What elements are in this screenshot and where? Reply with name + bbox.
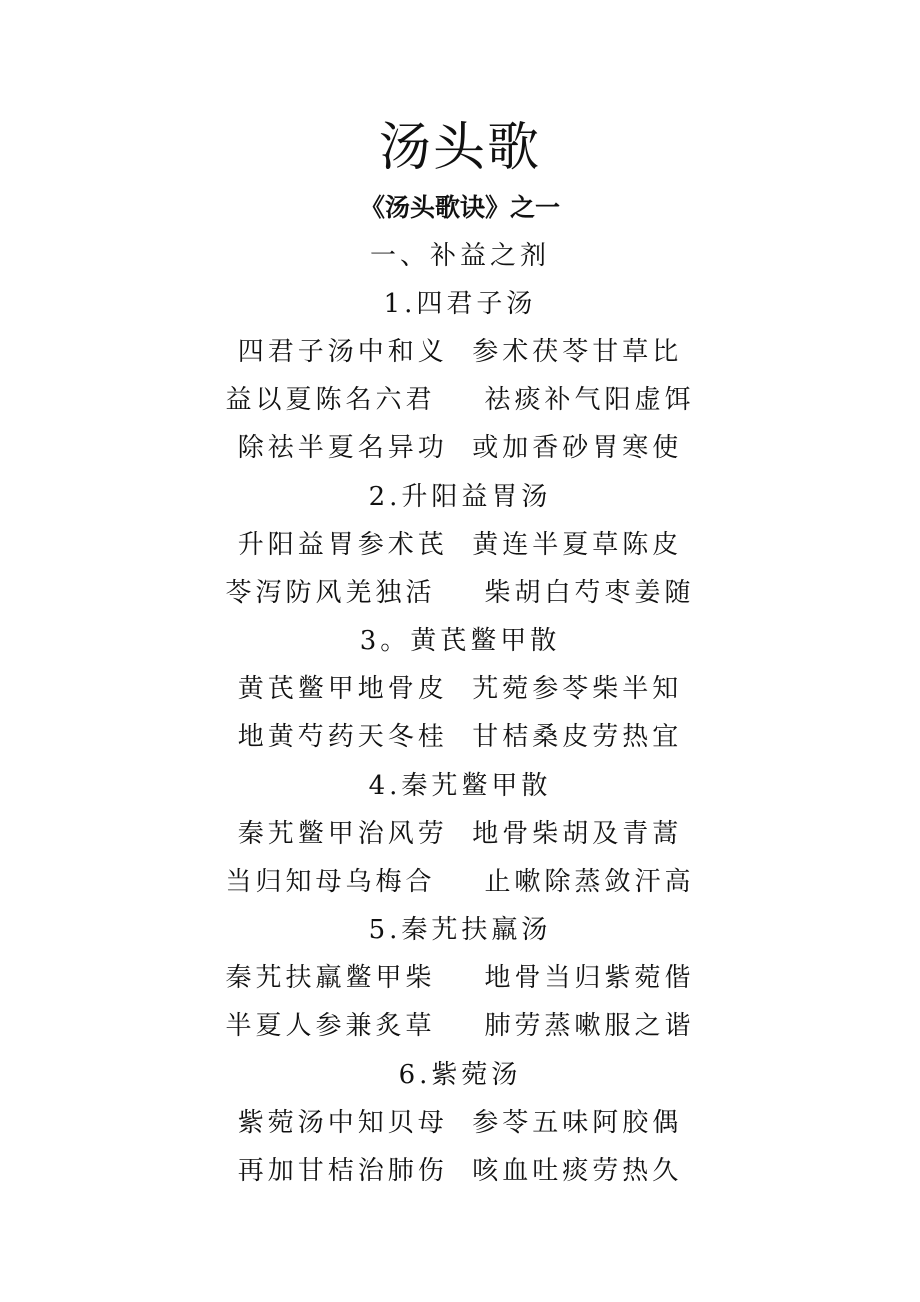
verse-line: 再加甘桔治肺伤 咳血吐痰劳热久 [237, 1156, 683, 1186]
verse-line: 苓泻防风羌独活 柴胡白芍枣姜随 [225, 578, 695, 608]
verse-line: 当归知母乌梅合 止嗽除蒸敛汗高 [225, 867, 695, 897]
formula-heading: 4.秦艽鳖甲散 [368, 771, 552, 801]
document-subtitle: 《汤头歌诀》之一 [359, 193, 560, 222]
formula-heading: 1.四君子汤 [383, 289, 537, 319]
section-heading: 一、补益之剂 [369, 241, 550, 271]
formula-heading: 2.升阳益胃汤 [368, 482, 552, 512]
verse-line: 半夏人参兼炙草 肺劳蒸嗽服之谐 [225, 1011, 695, 1041]
formula-heading: 5.秦艽扶羸汤 [368, 915, 552, 945]
verse-line: 紫菀汤中知贝母 参苓五味阿胶偶 [237, 1108, 683, 1138]
verse-line: 黄芪鳖甲地骨皮 艽菀参苓柴半知 [237, 674, 683, 704]
verse-line: 升阳益胃参术芪 黄连半夏草陈皮 [237, 530, 683, 560]
verse-line: 秦艽扶羸鳖甲柴 地骨当归紫菀偕 [225, 963, 695, 993]
verse-line: 地黄芍药天冬桂 甘桔桑皮劳热宜 [237, 722, 683, 752]
verse-line: 益以夏陈名六君 祛痰补气阳虚饵 [225, 385, 695, 415]
document-title: 汤头歌 [378, 118, 541, 178]
verse-line: 除祛半夏名异功 或加香砂胃寒使 [237, 433, 683, 463]
verse-line: 秦艽鳖甲治风劳 地骨柴胡及青蒿 [237, 819, 683, 849]
formula-heading: 6.紫菀汤 [398, 1060, 522, 1090]
formula-heading: 3。黄芪鳖甲散 [359, 626, 561, 656]
verse-line: 四君子汤中和义 参术茯苓甘草比 [237, 337, 683, 367]
